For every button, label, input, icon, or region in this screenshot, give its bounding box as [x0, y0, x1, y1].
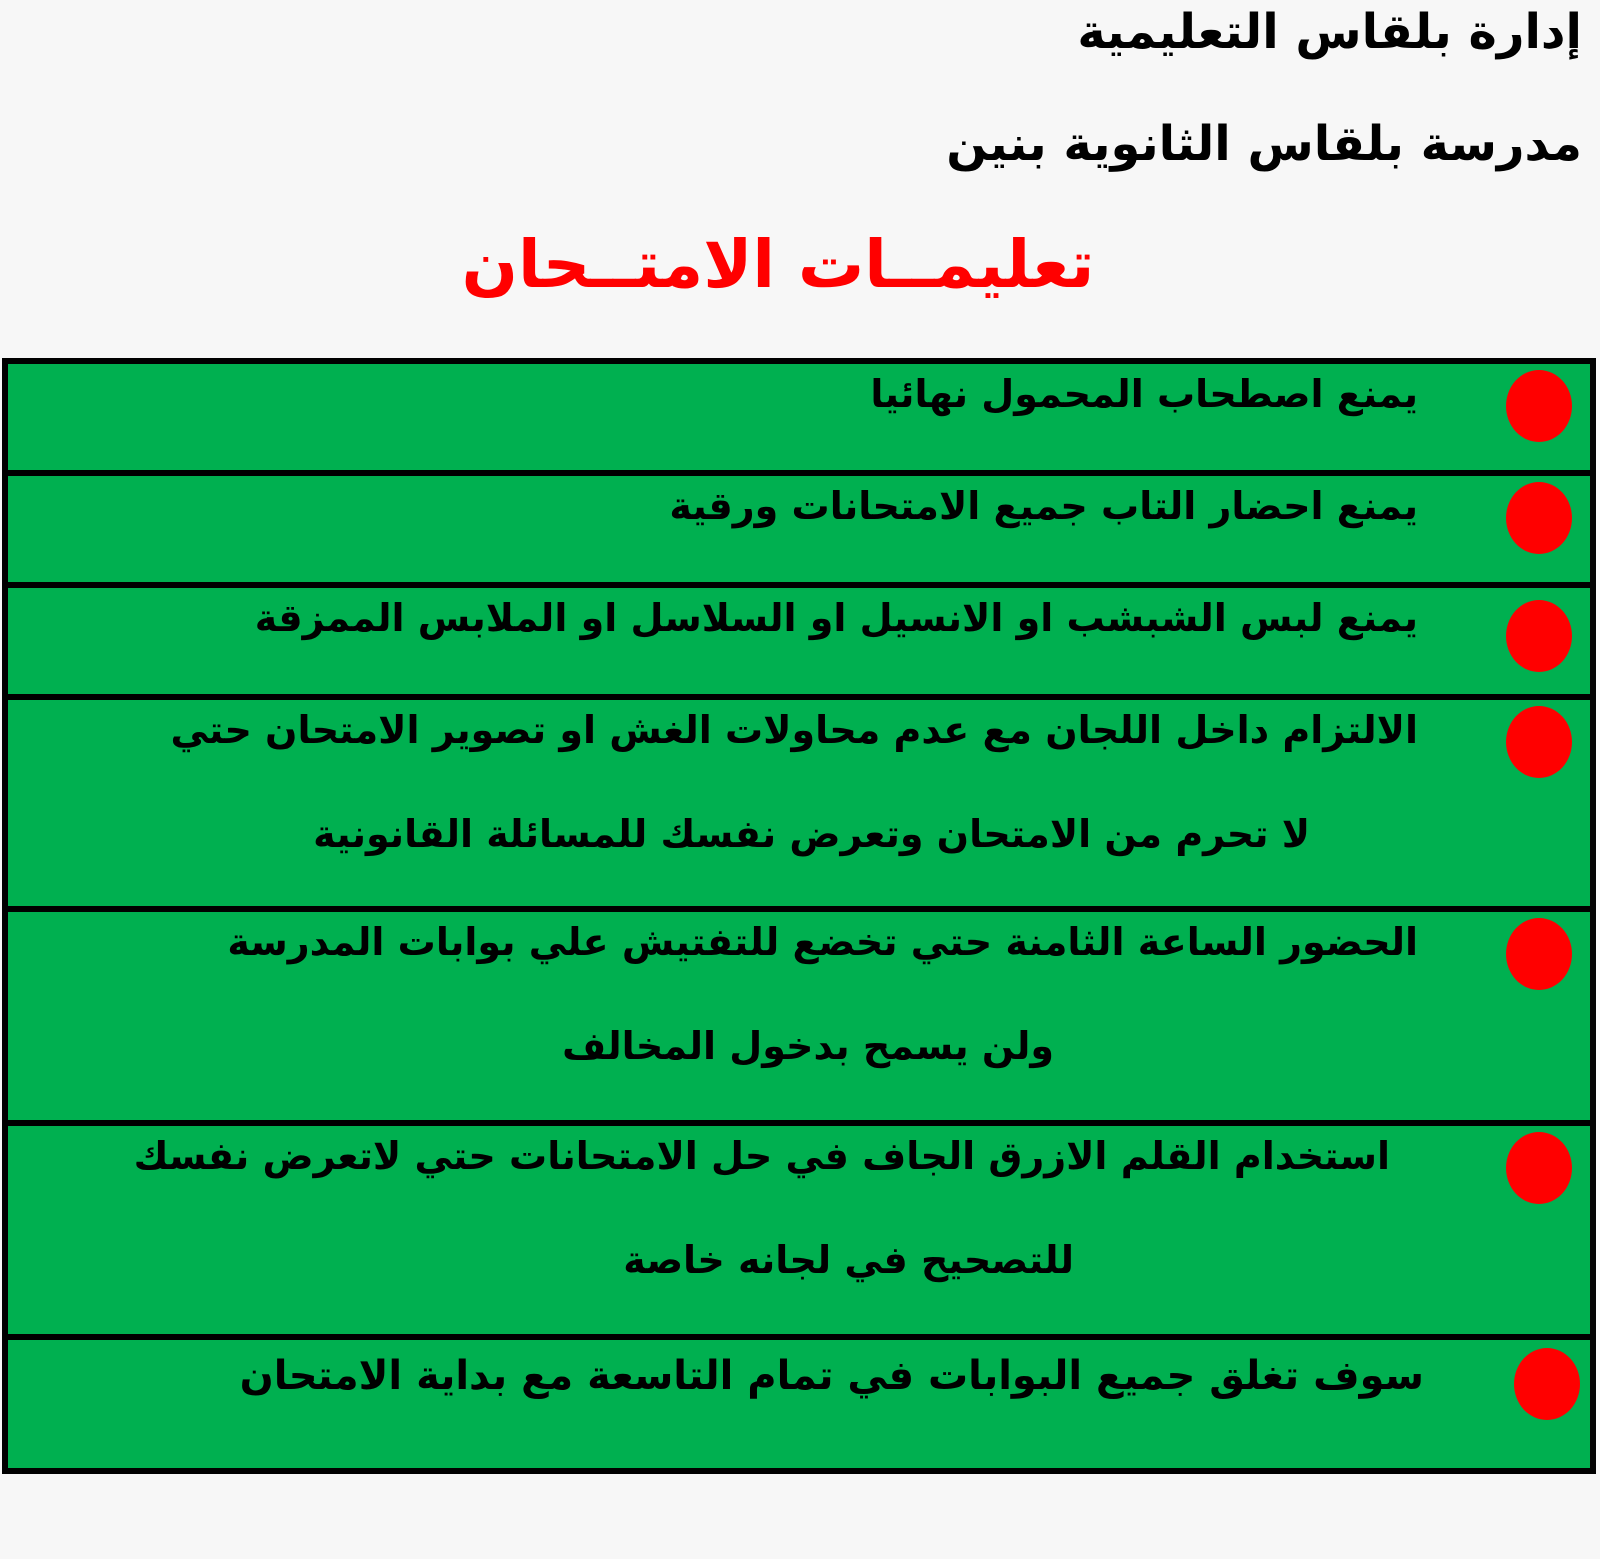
rule-text: الالتزام داخل اللجان مع عدم محاولات الغش او تصوير الامتحان حتي — [170, 708, 1418, 752]
rule-row-5 — [8, 912, 1590, 1126]
rule-row-1 — [8, 364, 1590, 476]
rule-row-7 — [8, 1340, 1590, 1468]
rule-text: استخدام القلم الازرق الجاف في حل الامتحانات حتي لاتعرض نفسك — [133, 1134, 1390, 1178]
red-bullet-icon — [1506, 1132, 1572, 1204]
red-bullet-icon — [1506, 706, 1572, 778]
rule-text-continued: ولن يسمح بدخول المخالف — [562, 1024, 1054, 1068]
school-name: مدرسة بلقاس الثانوية بنين — [946, 116, 1582, 172]
red-bullet-icon — [1506, 482, 1572, 554]
red-bullet-icon — [1514, 1348, 1580, 1420]
administration-name: إدارة بلقاس التعليمية — [1077, 4, 1582, 60]
red-bullet-icon — [1506, 918, 1572, 990]
rule-text-continued: للتصحيح في لجانه خاصة — [623, 1238, 1074, 1282]
rule-text: يمنع احضار التاب جميع الامتحانات ورقية — [669, 484, 1418, 528]
rule-text: الحضور الساعة الثامنة حتي تخضع للتفتيش علي بوابات المدرسة — [227, 920, 1418, 964]
page-title: تعليمــات الامتــحان — [461, 226, 1095, 303]
rule-text-continued: لا تحرم من الامتحان وتعرض نفسك للمسائلة القانونية — [313, 812, 1310, 856]
rule-row-2 — [8, 476, 1590, 588]
rule-row-4 — [8, 700, 1590, 912]
rule-text: يمنع اصطحاب المحمول نهائيا — [870, 372, 1418, 416]
rule-row-6 — [8, 1126, 1590, 1340]
rule-row-3 — [8, 588, 1590, 700]
rule-text: سوف تغلق جميع البوابات في تمام التاسعة مع بداية الامتحان — [239, 1353, 1424, 1399]
red-bullet-icon — [1506, 370, 1572, 442]
rule-text: يمنع لبس الشبشب او الانسيل او السلاسل او الملابس الممزقة — [254, 596, 1418, 640]
red-bullet-icon — [1506, 600, 1572, 672]
rules-table — [2, 358, 1596, 1474]
